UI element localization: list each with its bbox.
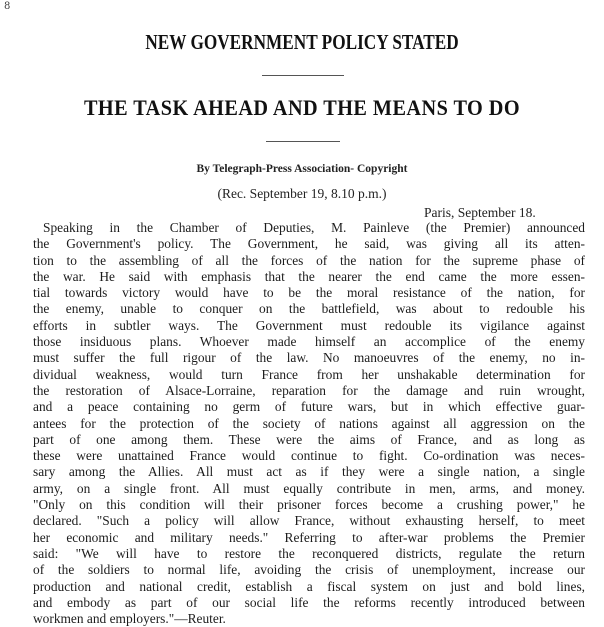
article-line: tial towards victory would have to be the moral resistance of the nation, for <box>33 285 585 301</box>
article-line: the restoration of Alsace-Lorraine, reparation for the damage and ruin wrought, <box>33 382 585 398</box>
received-timestamp: (Rec. September 19, 8.10 p.m.) <box>217 186 387 201</box>
article-line: the Government's policy. The Government, he said, was giving all its atten- <box>33 236 585 252</box>
dateline: Paris, September 18. <box>424 205 536 220</box>
article-line: army, on a single front. All must equally contribute in men, arms, and money. <box>33 480 585 496</box>
article-line: those insiduous plans. Whoever made himself an accomplice of the enemy <box>33 334 585 350</box>
subheadline: THE TASK AHEAD AND THE MEANS TO DO <box>83 95 521 120</box>
article-line: dividual weakness, would turn France from her unshakable determination for <box>33 366 585 382</box>
article-line: said: "We will have to restore the reconquered districts, regulate the return <box>33 545 585 561</box>
headline: NEW GOVERNMENT POLICY STATED <box>145 30 459 54</box>
article-line: sary among the Allies. All must act as if they were a single nation, a single <box>33 464 585 480</box>
press-credit: By Telegraph-Press Association- Copyright <box>196 163 408 175</box>
article-line: "Only on this condition will their prisoner forces become a crushing power," he <box>33 497 585 513</box>
article-line: production and national credit, establish a fiscal system on just and bold lines, <box>33 578 585 594</box>
article-line: Speaking in the Chamber of Deputies, M. Painleve (the Premier) announced <box>43 220 585 235</box>
corner-mark: 8 <box>4 1 11 12</box>
article-line: workmen and employers."—Reuter. <box>33 611 226 627</box>
article-line: of the soldiers to normal life, avoiding the crisis of unemployment, increase our <box>33 562 585 578</box>
article-line: and embody as part of our social life the reforms recently introduced between <box>33 594 585 610</box>
article-line: these were unattained France would continue to fight. Co-ordination was neces- <box>33 448 585 464</box>
article-line: and a peace containing no germ of future wars, but in which effective guar- <box>33 399 585 415</box>
article-line: her economic and military needs." Referring to after-war problems the Premier <box>33 529 585 545</box>
article-line: the war. He said with emphasis that the nearer the end came the more essen- <box>33 268 585 284</box>
headline-rule <box>262 75 344 76</box>
article-line: antees for the protection of the society of nations against all aggression on the <box>33 415 585 431</box>
article-line: the enemy, unable to conquer on the battlefield, was about to redouble his <box>33 301 585 317</box>
article-body <box>33 220 585 627</box>
subheadline-rule <box>266 141 340 142</box>
article-line: tion to the assembling of all the forces of the nation for the supreme phase of <box>33 252 585 268</box>
article-line: part of one among them. These were the aims of France, and as long as <box>33 431 585 447</box>
article-line: declared. "Such a policy will allow France, without exhausting herself, to meet <box>33 513 585 529</box>
article-line: efforts in subtler ways. The Government must redouble its vigilance against <box>33 317 585 333</box>
article-line: must suffer the full rigour of the law. No manoeuvres of the enemy, no in- <box>33 350 585 366</box>
